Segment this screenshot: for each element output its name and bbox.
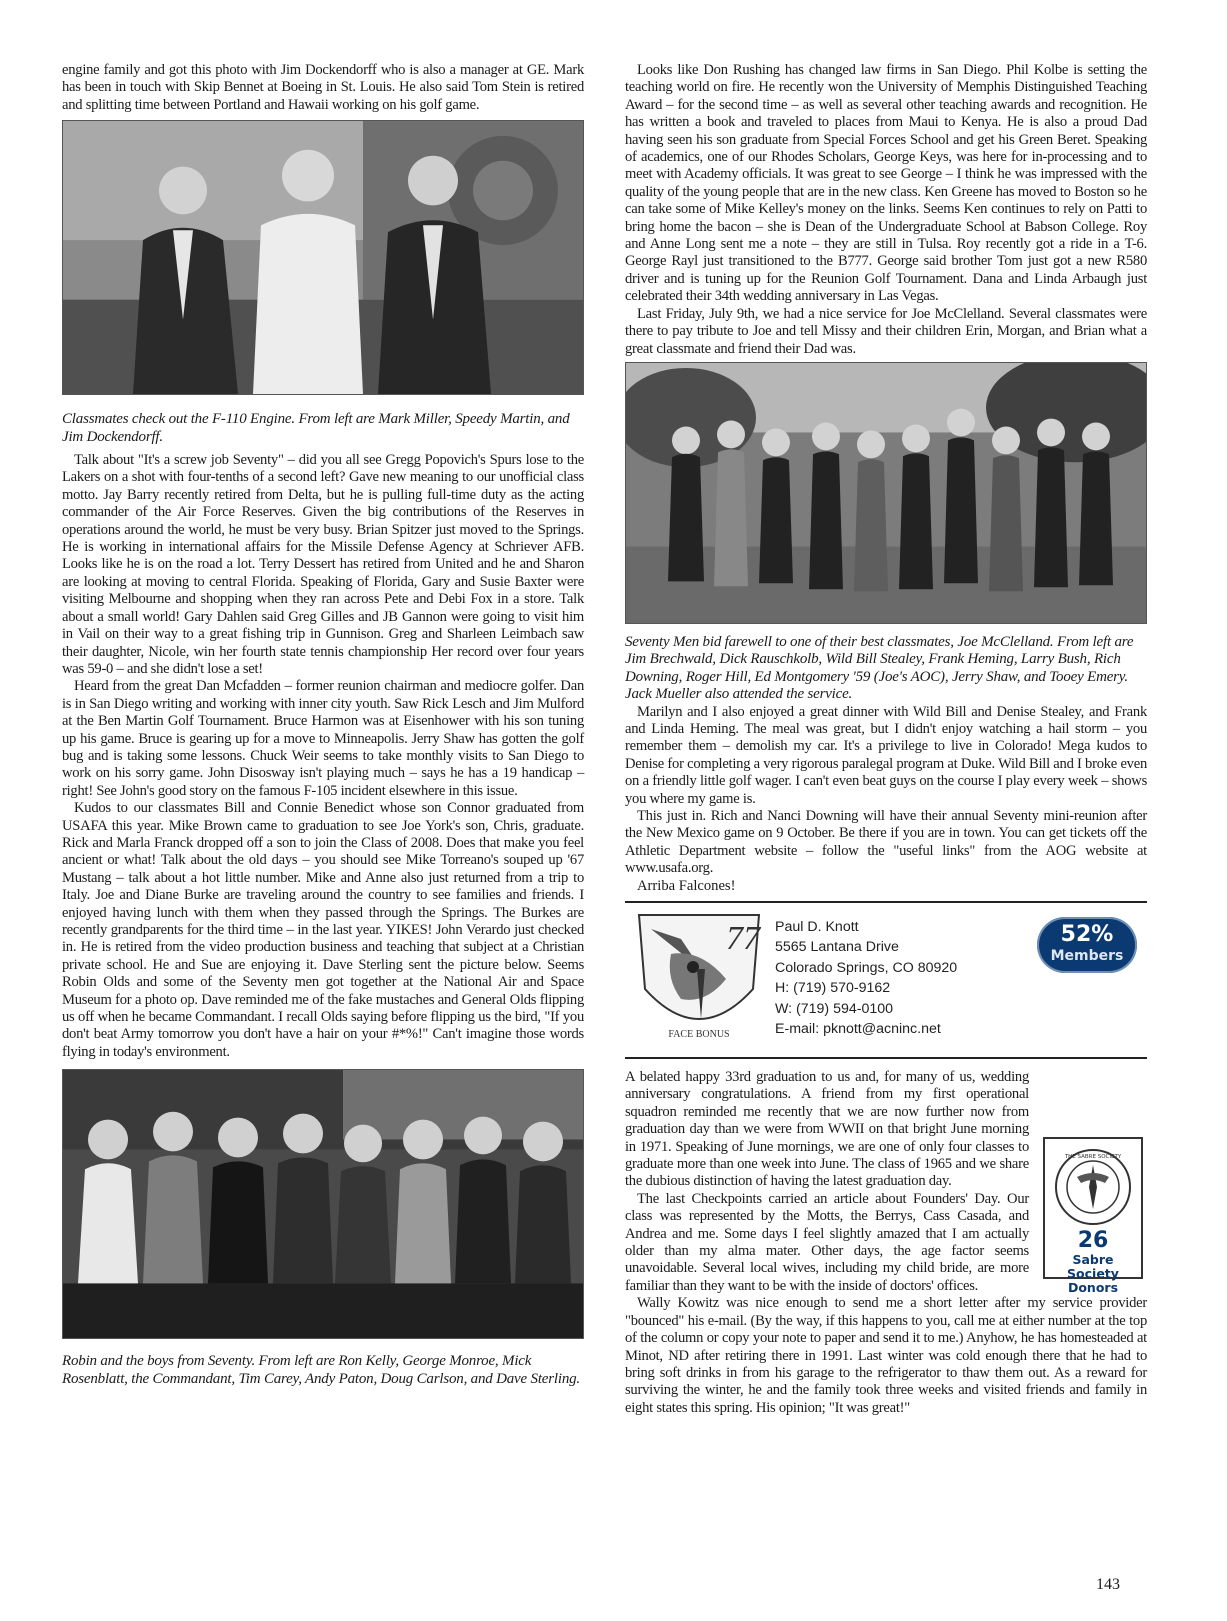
left-paragraph-1: engine family and got this photo with Jim Dockendorff who is also a manager at GE. Mark has been in touch with Skip Bennet at Boeing in St. Louis. He also said Tom Stein is retired and splitting time between Portland and Hawaii working on his golf game. [62,62,584,113]
right-paragraph-3: Marilyn and I also enjoyed a great dinner with Wild Bill and Denise Stealey, and Frank and Linda Heming. The meal was great, but I didn't enjoy watching a hail storm – you remember them – demolish my car. It's a privilege to live in Colorado! Mega kudos to Denise for completing a very rigorous paralegal program at Duke. Wild Bill and I broke even on a friendly little golf wager. I can't even beat guys on the course I play every week – shows you where my game is. [625,703,1147,807]
right-paragraph-6: The last Checkpoints carried an article about Founders' Day. Our class was represented by the Motts, the Berrys, Cass Casada, and Andrea and me. Some days I feel slightly amazed that I am actually older than my alma mater. Other days, the age factor seems unavoidable. Several local wives, including my child bride, are more familiar than they want to be with the inside of doctors' offices. [625,1190,1029,1294]
contact-details [775,917,957,1039]
photo-mcclelland-service [625,362,1147,624]
contact-work-phone: W: (719) 594-0100 [775,1000,894,1017]
right-paragraph-7: Wally Kowitz was nice enough to send me a short letter after my service provider "bounced" his e-mail. (By the way, if this happens to you, call me at either number at the top of the column or copy your note to paper and send it to me.) Anyhow, he has homesteaded at Minot, ND after retiring there in 1991. Last winter was cold enough there that he had to bring soft drinks in from his garage to the refrigerator to thaw them out. As a reward for surviving the winter, he and the family took three weeks and visited friends and family in eight states this spring. His opinion; "It was great!" [625,1295,1147,1416]
sabre-seal-text: THE SABRE SOCIETY [1064,1154,1122,1160]
photo3-caption: Seventy Men bid farewell to one of their best classmates, Joe McClelland. From left are Jim Brechwald, Dick Rauschkolb, Wild Bill Stealey, Frank Heming, Larry Bush, Rich Downing, Roger Hill, Ed Montgomery '59 (Joe's AOC), Jerry Shaw, and Tooey Emery. Jack Mueller also attended the service. [625,633,1134,703]
contact-name: Paul D. Knott [775,919,859,935]
photo-robin-and-the-boys [62,1069,584,1339]
contact-block [625,903,1147,1059]
class-crest-logo [631,909,767,1051]
sabre-label-line2: Donors [1067,1280,1119,1295]
right-paragraph-5: A belated happy 33rd graduation to us and, for many of us, wedding anniversary congratulations. A friend from my first operational squadron reminded me recently that we are now further now from graduation day than we were from WWII on that bright June morning in 1971. Speaking of June mornings, we are one of only four classes to graduate more than one week into June. The class of 1965 and we share the dubious distinction of having the latest graduation day. [625,1069,1029,1190]
left-paragraph-2: Talk about "It's a screw job Seventy" – did you all see Gregg Popovich's Spurs lose to the Lakers on a shot with four-tenths of a second left? Gave new meaning to our unofficial class motto. Jay Barry recently retired from Delta, but he is pulling full-time duty as the acting commander of the Air Force Reserves. Given the big contributions of the Reserves in operations around the world, he must be very busy. Brian Spitzer just moved to the Springs. He is working in international affairs for the Missile Defense Agency at Schriever AFB. Looks like he is on the road a lot. Terry Dessert has retired from United and he and Sharon are looking at moving to central Florida. Speaking of Florida, Gary and Susie Baxter were visiting Melbourne and shopping when they ran across Pete and Debi Fox in a store. Talk about a small world! Gary Dahlen said Greg Gilles and JB Gannon were going to visit him in Vail on their way to a great fishing trip in Gunnison. Greg and Sharleen Leimbach saw their daughter, Nicole, win her fourth state tennis championship Her record over four years was 59-0 – and she didn't lose a set! [62,452,584,677]
right-column [625,62,1147,1417]
page-number: 143 [1096,1576,1120,1593]
sabre-society-seal [1053,1147,1133,1227]
right-paragraph-1: Looks like Don Rushing has changed law firms in San Diego. Phil Kolbe is setting the teaching world on fire. He recently won the University of Memphis Distinguished Teaching Award – for the second time – as well as several other teaching awards and recognition. He has written a book and traveled to places from Maui to Kenya. He is also a proud Dad having seen his son graduate from Special Forces School and get his Green Beret. Speaking of academics, one of our Rhodes Scholars, George Keys, was here for in-processing and to meet with Academy officials. It was great to see George – I think he was impressed with the quality of the young people that are in the new class. Ken Greene has moved to Boston so he can take some of Mike Kelley's money on the links. Seems Ken continues to rely on Patti to bring home the bacon – she is Dean of the Undergraduate School at Babson College. Roy and Anne Long sent me a note – they are still in Tulsa. Roy recently got a ride in a T-6. George Rayl just transitioned to the B777. George said brother Tom just got a new R580 driver and is tuning up for the Reunion Golf Tournament. Dana and Linda Arbaugh just celebrated their 34th wedding anniversary in Las Vegas. [625,62,1147,305]
sabre-label-line1: Sabre Society [1067,1252,1119,1281]
right-paragraph-4: This just in. Rich and Nanci Downing will have their annual Seventy mini-reunion after the New Mexico game on 9 October. Be there if you are in town. You can get tickets off the Athletic Department website – follow the "useful links" from the AOG website at www.usafa.org. [625,807,1147,877]
members-percentage-badge [1037,917,1137,973]
svg-text:77: 77 [726,920,760,957]
sign-off: Arriba Falcones! [637,877,736,894]
contact-city: Colorado Springs, CO 80920 [775,959,958,976]
sabre-donor-count: 26 [1077,1228,1109,1253]
left-paragraph-4: Kudos to our classmates Bill and Connie Benedict whose son Connor graduated from USAFA this year. Mike Brown came to graduation to see Joe York's son, Chris, graduate. Rick and Marla Franck dropped off a son to join the Class of 2008. Does that make you feel ancient or what! Talk about the old days – you should see Mike Torreano's souped up '67 Mustang – talk about a hot little number. Mike and Anne also just returned from a trip to Italy. Joe and Diane Burke are traveling around the country to see families and friends. I enjoyed having lunch with them when they passed through the Springs. The Burkes are recently grandparents for the third time – in the last year. YIKES! John Verardo just checked in. He is retired from the video production business and teaching that subject at a Christian private school. He and Sue are enjoying it. Dave Sterling sent the picture below. Seems Robin Olds and some of the Seventy men got together at the National Air and Space Museum for a photo op. Dave reminded me of the fake mustaches and General Olds flipping us off when he became Commandant. I recall Olds saying before flipping us the bird, "If you don't beat Army tomorrow you don't have a hair on your #*%!" Can't imagine those words flying in today's environment. [62,800,584,1060]
sabre-society-box [1043,1137,1143,1295]
crest-motto: FACE BONUS [668,1029,730,1040]
left-paragraph-3: Heard from the great Dan Mcfadden – former reunion chairman and mediocre golfer. Dan is in San Diego writing and working with inner city youth. Saw Rick Lesch and Jim Mulford at the Ben Martin Golf Tournament. Bruce Harmon was at Eisenhower with his son tuning up his game. Bruce is gearing up for a move to Minneapolis. Jerry Shaw has gotten the golf bug and is taking some lessons. Chuck Weir seems to take monthly visits to San Diego to work on his sorry game. John Disosway isn't playing much – says he has a 19 handicap – right! See John's good story on the famous F-105 incident elsewhere in this issue. [62,678,584,799]
left-column [62,62,584,1388]
contact-email: E-mail: pknott@acninc.net [775,1021,941,1038]
bottom-right-section [625,1069,1147,1417]
contact-home-phone: H: (719) 570-9162 [775,980,891,997]
photo2-caption: Robin and the boys from Seventy. From left are Ron Kelly, George Monroe, Mick Rosenblatt, the Commandant, Tim Carey, Andy Paton, Doug Carlson, and Dave Sterling. [62,1353,580,1387]
photo-f110-engine [62,120,584,395]
contact-street: 5565 Lantana Drive [775,939,899,956]
members-percent: 52% [1060,922,1114,947]
members-label: Members [1050,948,1124,964]
photo1-caption: Classmates check out the F-110 Engine. From left are Mark Miller, Speedy Martin, and Jim Dockendorff. [62,411,570,445]
right-paragraph-2: Last Friday, July 9th, we had a nice service for Joe McClelland. Several classmates were there to pay tribute to Joe and tell Missy and their children Erin, Morgan, and Brian what a great classmate and friend their Dad was. [625,305,1147,357]
